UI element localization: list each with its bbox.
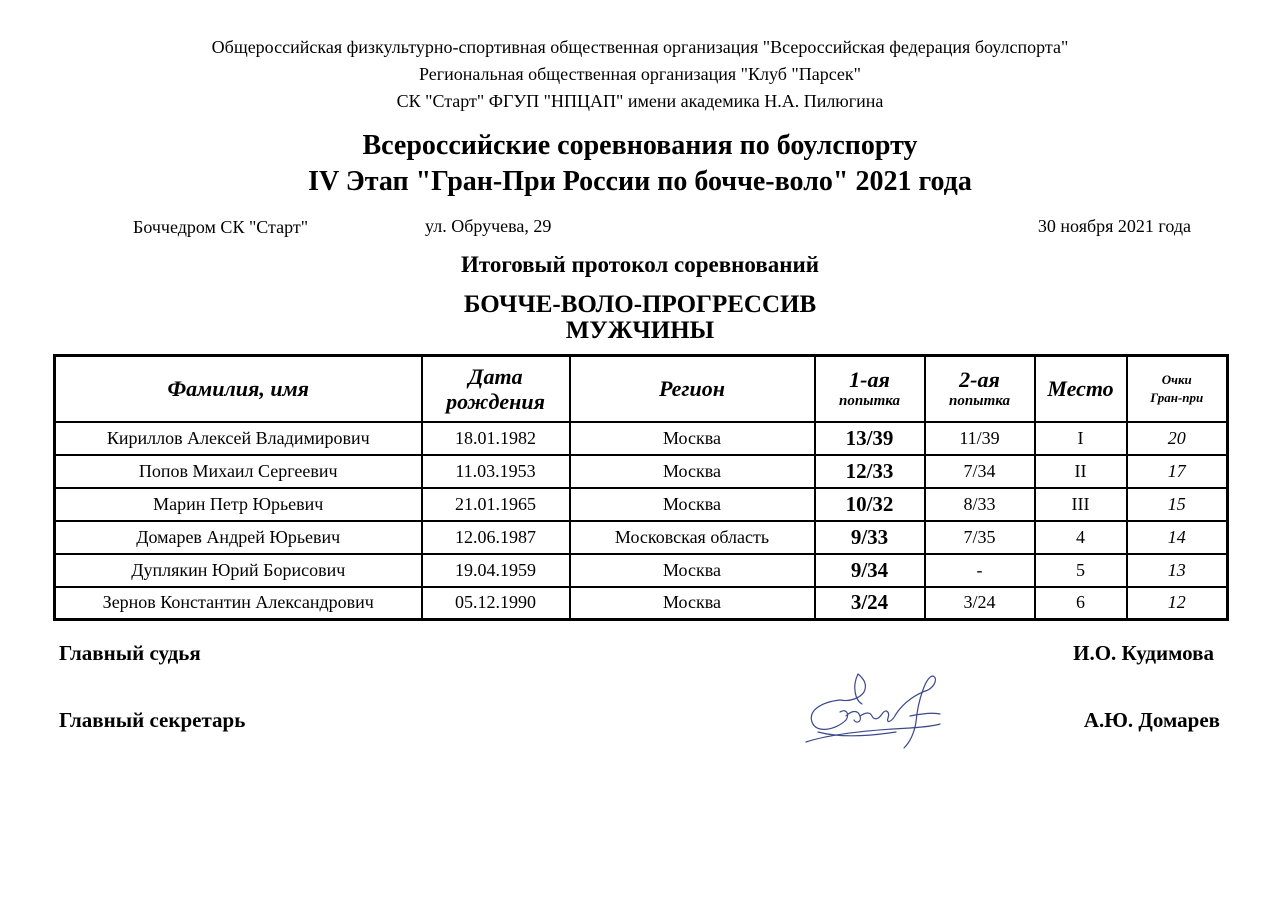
- cell-region: Москва: [570, 455, 815, 488]
- cell-region: Москва: [570, 488, 815, 521]
- chief-judge-label: Главный судья: [59, 641, 201, 665]
- header-points-line1: Очки: [1161, 371, 1192, 387]
- header-dob: [422, 356, 570, 422]
- cell-points: 20: [1127, 422, 1228, 455]
- address: ул. Обручева, 29: [425, 216, 552, 236]
- cell-region: Москва: [570, 587, 815, 620]
- cell-try1: 13/39: [815, 422, 925, 455]
- table-header-row: [55, 356, 1228, 422]
- cell-dob: 21.01.1965: [422, 488, 570, 521]
- cell-dob: 05.12.1990: [422, 587, 570, 620]
- cell-place: 4: [1035, 521, 1127, 554]
- header-try2-line2: попытка: [949, 393, 1010, 410]
- cell-name: Попов Михаил Сергеевич: [55, 455, 422, 488]
- cell-name: Марин Петр Юрьевич: [55, 488, 422, 521]
- cell-try1: 9/34: [815, 554, 925, 587]
- chief-secretary-label: Главный секретарь: [59, 708, 246, 732]
- venue: Боччедром СК "Старт": [133, 217, 309, 237]
- chief-judge-name: И.О. Кудимова: [1073, 641, 1214, 665]
- competition-stage-title: IV Этап "Гран-При России по бочче-воло" 2021 года: [308, 166, 972, 197]
- header-dob-line1: Дата: [468, 363, 523, 389]
- cell-dob: 19.04.1959: [422, 554, 570, 587]
- cell-region: Москва: [570, 422, 815, 455]
- cell-try2: 3/24: [925, 587, 1035, 620]
- cell-try1: 10/32: [815, 488, 925, 521]
- organization-line-2: Региональная общественная организация "Клуб "Парсек": [418, 64, 862, 84]
- cell-try2: -: [925, 554, 1035, 587]
- cell-try1: 9/33: [815, 521, 925, 554]
- header-region: Регион: [570, 356, 815, 422]
- table-row: [55, 488, 1228, 521]
- protocol-title: Итоговый протокол соревнований: [460, 252, 820, 277]
- cell-place: III: [1035, 488, 1127, 521]
- event-date: 30 ноября 2021 года: [1037, 216, 1191, 236]
- cell-points: 15: [1127, 488, 1228, 521]
- cell-name: Дуплякин Юрий Борисович: [55, 554, 422, 587]
- header-points-line2: Гран-при: [1150, 389, 1204, 405]
- cell-place: I: [1035, 422, 1127, 455]
- header-try1: [815, 356, 925, 422]
- header-name: Фамилия, имя: [55, 356, 422, 422]
- cell-name: Зернов Константин Александрович: [55, 587, 422, 620]
- table-row: [55, 554, 1228, 587]
- cell-try2: 7/34: [925, 455, 1035, 488]
- cell-points: 14: [1127, 521, 1228, 554]
- header-dob-line2: рождения: [446, 388, 545, 414]
- header-try1-line2: попытка: [839, 393, 900, 410]
- category-title: МУЖЧИНЫ: [565, 317, 715, 344]
- cell-place: II: [1035, 455, 1127, 488]
- table-row: [55, 422, 1228, 455]
- organization-line-3: СК "Старт" ФГУП "НПЦАП" имени академика Н.А. Пилюгина: [396, 91, 884, 111]
- header-try2-line1: 2-ая: [959, 367, 1000, 393]
- table-row: [55, 587, 1228, 620]
- cell-points: 17: [1127, 455, 1228, 488]
- cell-points: 13: [1127, 554, 1228, 587]
- cell-region: Московская область: [570, 521, 815, 554]
- table-row: [55, 521, 1228, 554]
- results-table: [53, 354, 1229, 621]
- header-try1-line1: 1-ая: [849, 367, 890, 393]
- header-points: [1127, 356, 1228, 422]
- competition-title: Всероссийские соревнования по боулспорту: [362, 130, 918, 161]
- discipline-title: БОЧЧЕ-ВОЛО-ПРОГРЕССИВ: [463, 291, 817, 318]
- chief-secretary-name: А.Ю. Домарев: [1083, 708, 1220, 732]
- cell-region: Москва: [570, 554, 815, 587]
- cell-dob: 12.06.1987: [422, 521, 570, 554]
- cell-place: 5: [1035, 554, 1127, 587]
- cell-try1: 12/33: [815, 455, 925, 488]
- handwritten-signature: [800, 664, 945, 754]
- cell-try2: 11/39: [925, 422, 1035, 455]
- cell-name: Домарев Андрей Юрьевич: [55, 521, 422, 554]
- organization-line-1: Общероссийская физкультурно-спортивная общественная организация "Всероссийская федерация боулспорта": [211, 37, 1069, 57]
- cell-try2: 7/35: [925, 521, 1035, 554]
- table-row: [55, 455, 1228, 488]
- cell-try2: 8/33: [925, 488, 1035, 521]
- cell-name: Кириллов Алексей Владимирович: [55, 422, 422, 455]
- cell-dob: 11.03.1953: [422, 455, 570, 488]
- header-try2: [925, 356, 1035, 422]
- cell-points: 12: [1127, 587, 1228, 620]
- header-place: Место: [1035, 356, 1127, 422]
- cell-dob: 18.01.1982: [422, 422, 570, 455]
- cell-place: 6: [1035, 587, 1127, 620]
- cell-try1: 3/24: [815, 587, 925, 620]
